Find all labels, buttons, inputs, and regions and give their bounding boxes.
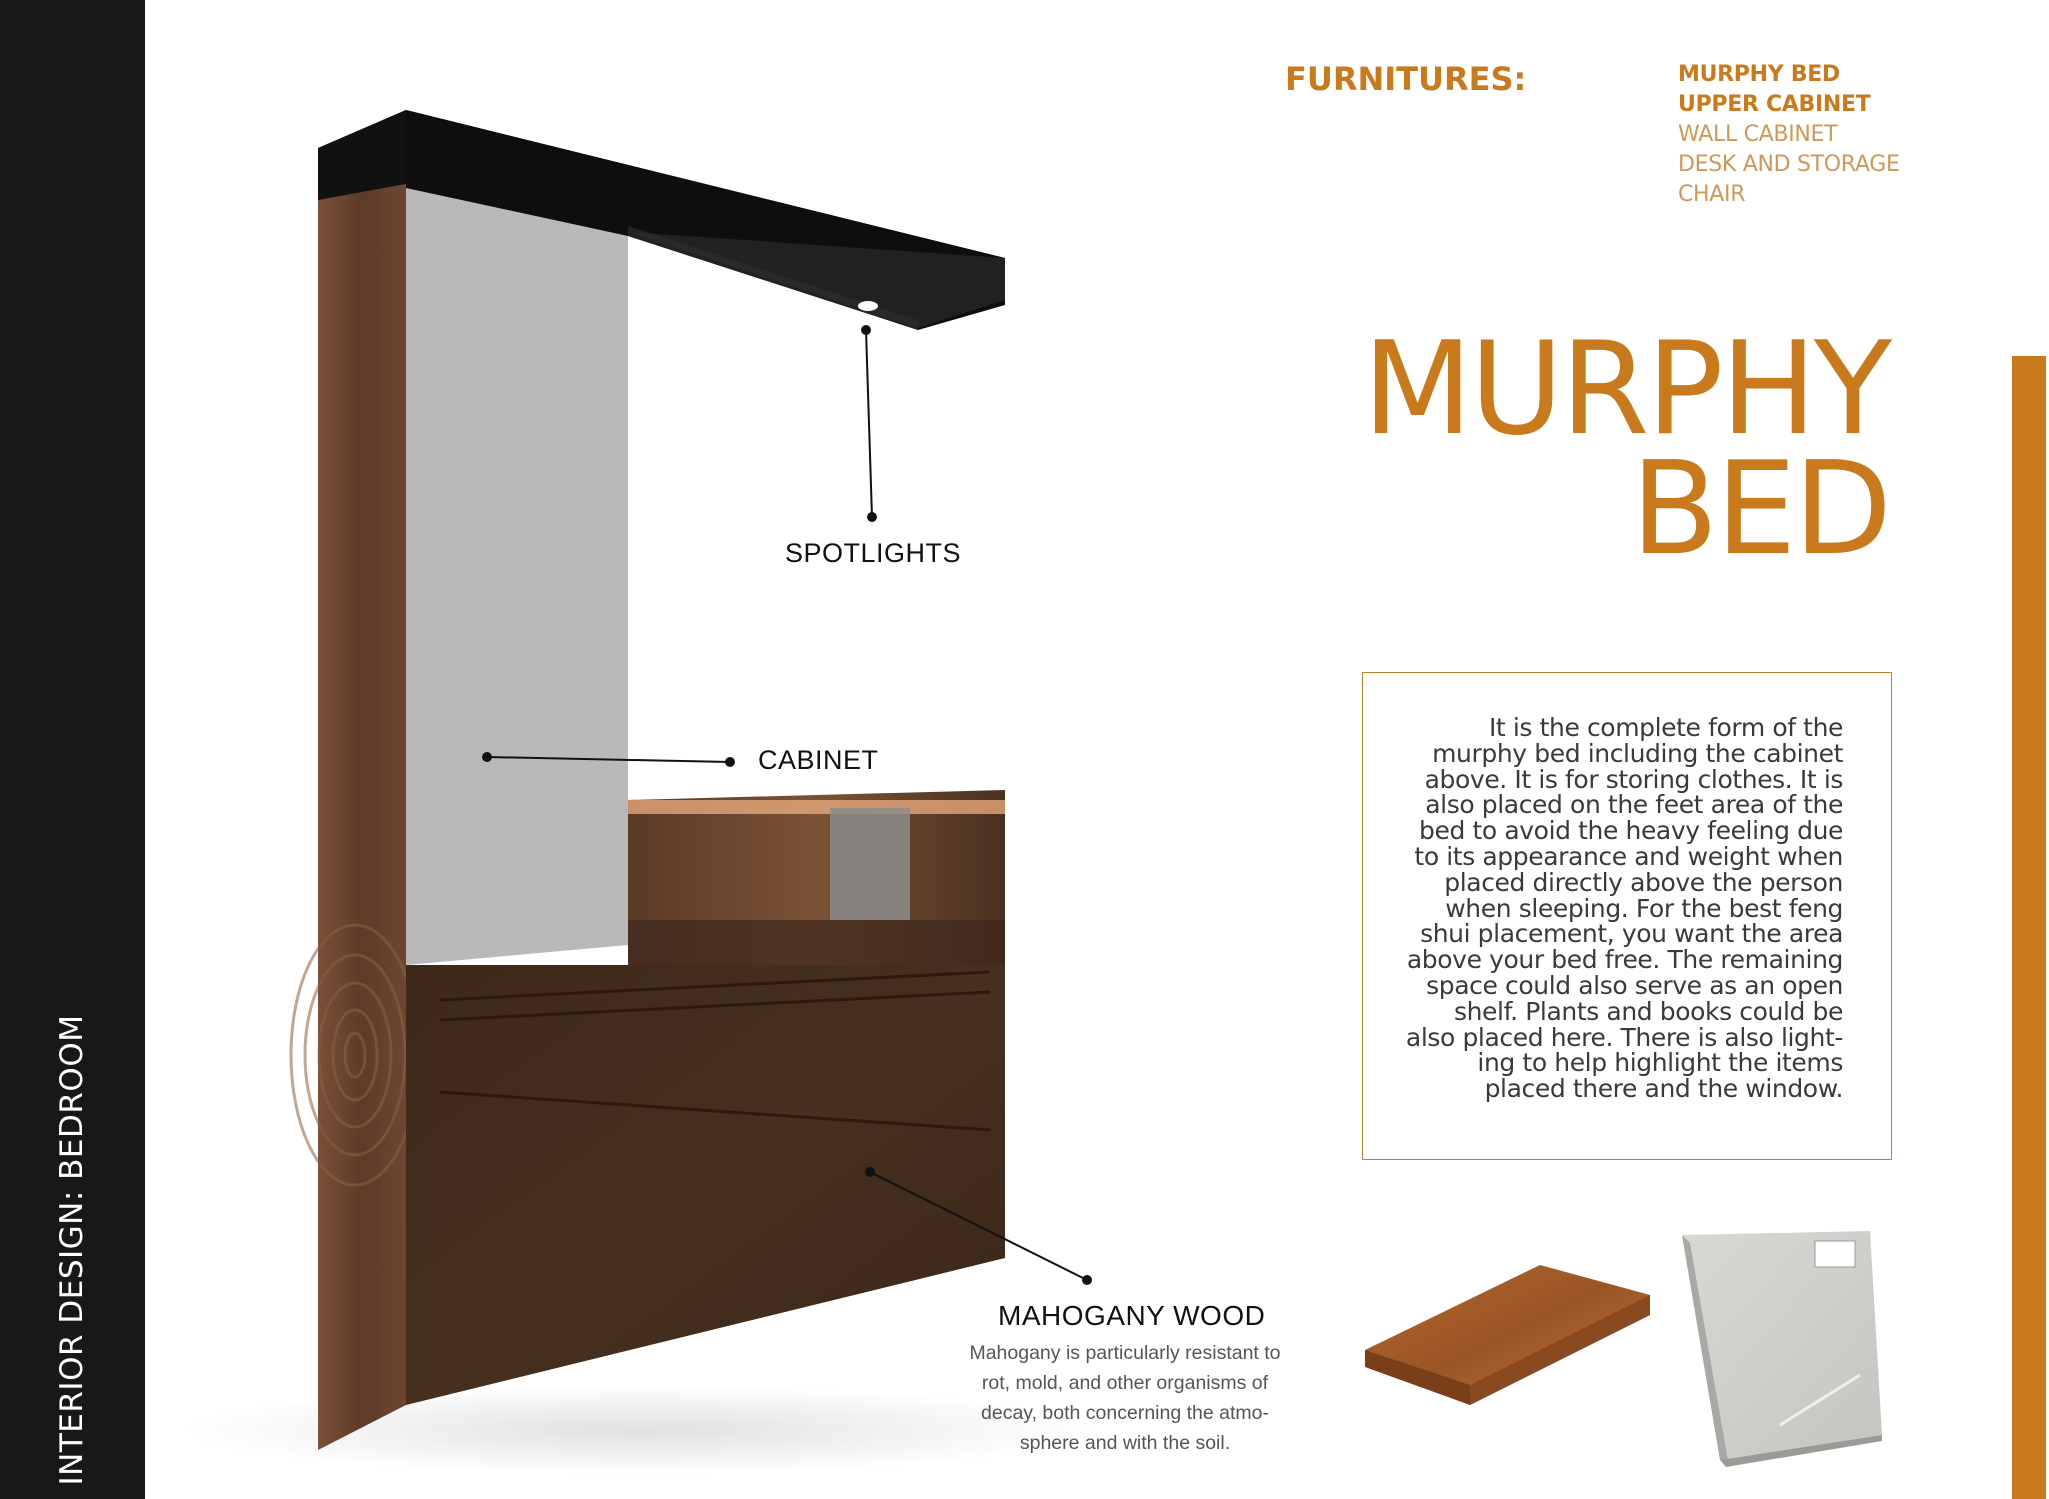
furniture-item-murphy-bed: MURPHY BED bbox=[1678, 62, 1840, 87]
side-wood-panel bbox=[318, 110, 406, 1450]
sidebar-label: INTERIOR DESIGN: BEDROOM bbox=[54, 1014, 90, 1486]
spotlight-1 bbox=[693, 267, 713, 277]
furniture-item-chair: CHAIR bbox=[1678, 182, 1746, 207]
shelf-lighting bbox=[628, 800, 1005, 814]
title-line-2: BED bbox=[1630, 435, 1889, 584]
title-line-1: MURPHY bbox=[1362, 315, 1889, 464]
description-box bbox=[1362, 672, 1892, 1160]
spotlight-2 bbox=[858, 301, 878, 311]
cabinet-label: CABINET bbox=[758, 745, 879, 775]
page-title bbox=[1362, 315, 1889, 584]
glass-object bbox=[830, 808, 910, 920]
mahogany-sample bbox=[1365, 1265, 1650, 1405]
furniture-item-wall-cabinet: WALL CABINET bbox=[1678, 122, 1838, 147]
mahogany-front-panel bbox=[406, 965, 1005, 1405]
white-laminate-sample bbox=[1682, 1231, 1882, 1467]
spotlights-label: SPOTLIGHTS bbox=[785, 538, 962, 568]
mahogany-wood-label: MAHOGANY WOOD bbox=[998, 1300, 1266, 1331]
material-samples bbox=[1360, 1225, 1900, 1470]
furniture-item-desk-and-storage: DESK AND STORAGE bbox=[1678, 152, 1900, 177]
description-text: It is the complete form of the murphy bed including the cabinet above. It is for storing clothes. It is also placed on the feet area of the bed to avoid the heavy feeling due to its appearance and weight when placed directly above the person when sleeping. For the best feng shui placement, you want the area above your bed free. The remaining space could also serve as an open shelf. Plants and books could be also placed here. There is also light- ing to help highlight the items placed there and the window. bbox=[1405, 713, 1843, 1104]
white-cabinet bbox=[406, 184, 628, 965]
mahogany-description: Mahogany is particularly resistant to rot, mold, and other organisms of decay, both concerning the atmo-sphere and with the soil. bbox=[969, 1342, 1281, 1454]
furniture-list bbox=[1678, 60, 1900, 210]
furnitures-heading: FURNITURES: bbox=[1285, 60, 1527, 98]
furniture-item-upper-cabinet: UPPER CABINET bbox=[1678, 92, 1871, 117]
